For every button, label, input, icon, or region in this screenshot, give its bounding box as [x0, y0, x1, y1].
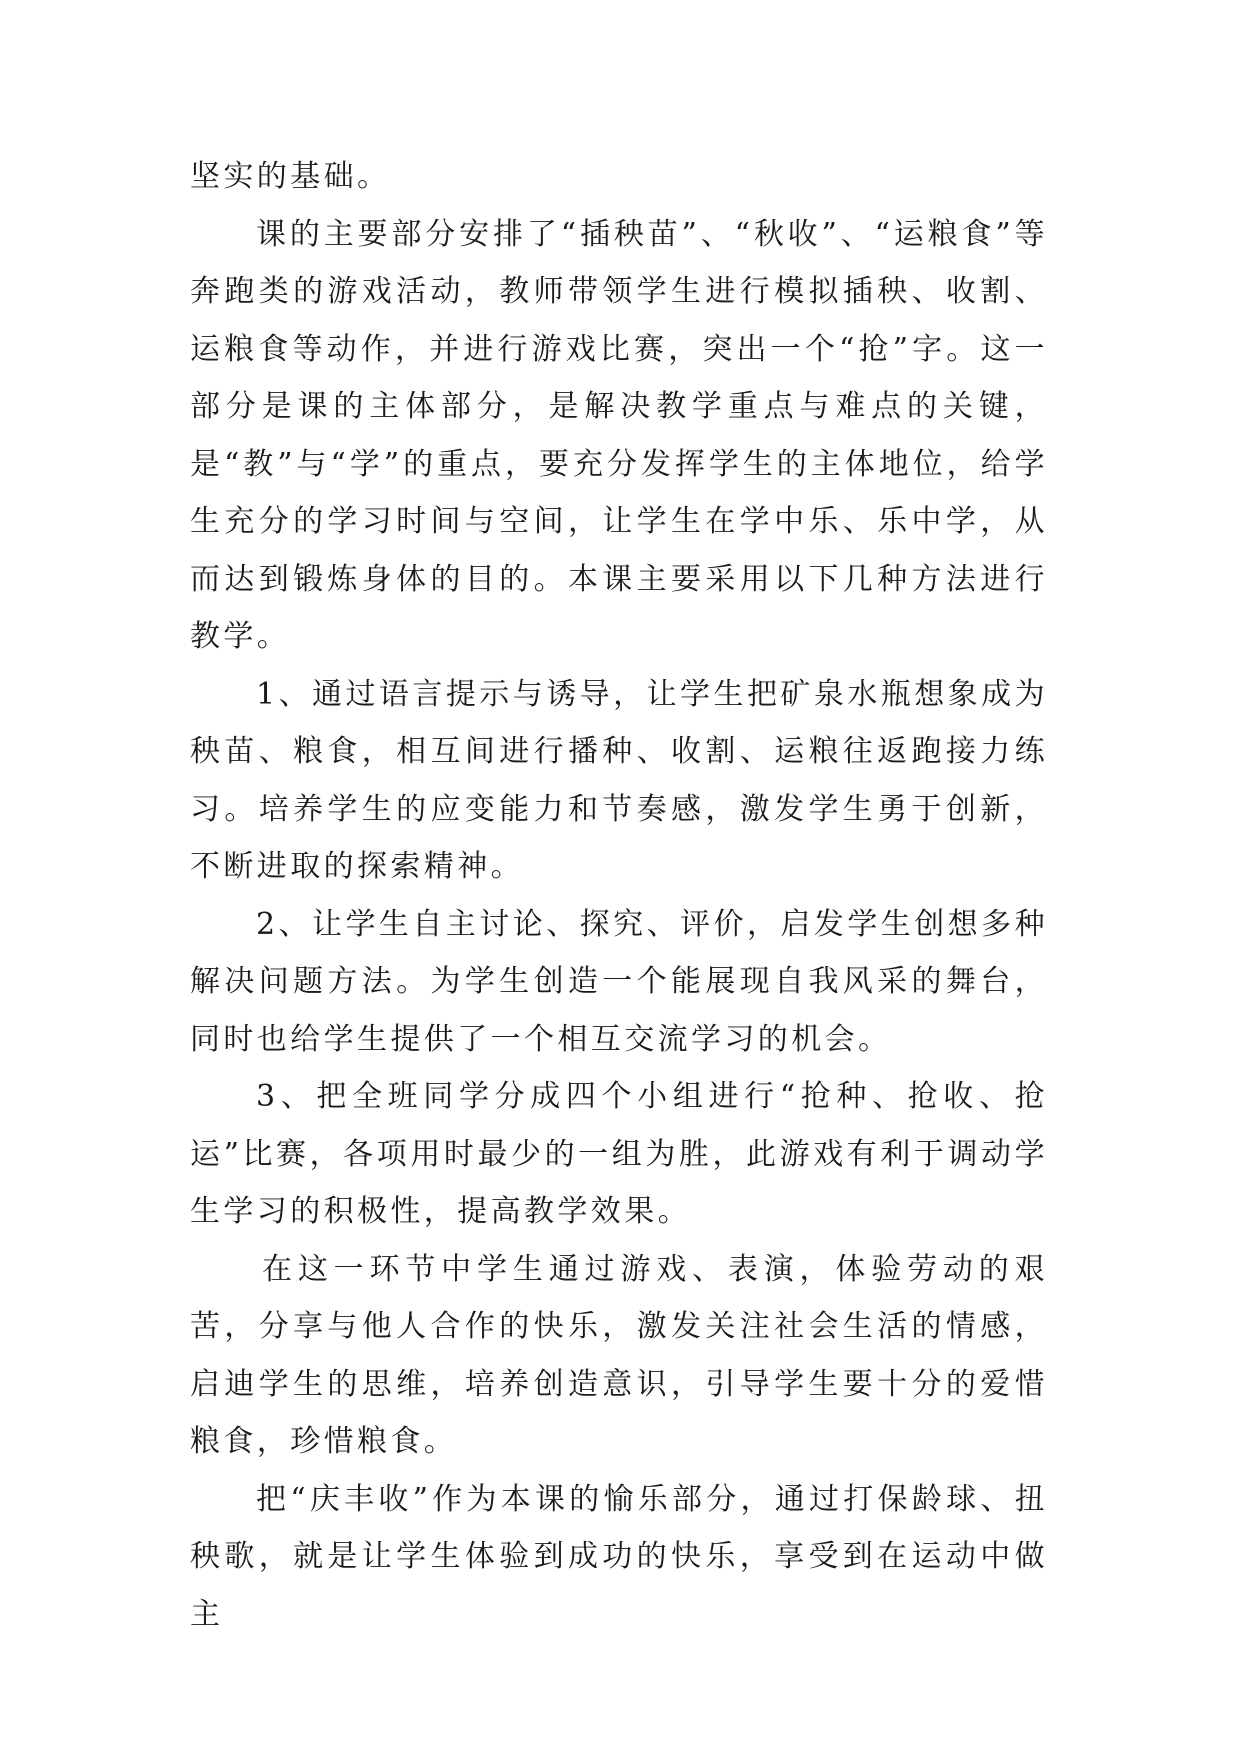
paragraph-7: 把“庆丰收”作为本课的愉乐部分，通过打保龄球、扭秧歌，就是让学生体验到成功的快乐，享受到在运动中做主: [190, 1481, 1048, 1632]
paragraph-3: 1、通过语言提示与诱导，让学生把矿泉水瓶想象成为秧苗、粮食，相互间进行播种、收割、运粮往返跑接力练习。培养学生的应变能力和节奏感，激发学生勇于创新，不断进取的探索精神。: [190, 676, 1048, 884]
paragraph-1: 坚实的基础。: [190, 159, 391, 194]
document-body: [190, 148, 1048, 1643]
paragraph-2: 课的主要部分安排了“插秧苗”、“秋收”、“运粮食”等奔跑类的游戏活动，教师带领学生进行模拟插秧、收割、运粮食等动作，并进行游戏比赛，突出一个“抢”字。这一部分是课的主体部分，是解决教学重点与难点的关键，是“教”与“学”的重点，要充分发挥学生的主体地位，给学生充分的学习时间与空间，让学生在学中乐、乐中学，从而达到锻炼身体的目的。本课主要采用以下几种方法进行教学。: [190, 216, 1048, 654]
paragraph-4: 2、让学生自主讨论、探究、评价，启发学生创想多种解决问题方法。为学生创造一个能展现自我风采的舞台，同时也给学生提供了一个相互交流学习的机会。: [190, 906, 1048, 1057]
paragraph-6: 在这一环节中学生通过游戏、表演，体验劳动的艰苦，分享与他人合作的快乐，激发关注社会生活的情感，启迪学生的思维，培养创造意识，引导学生要十分的爱惜粮食，珍惜粮食。: [190, 1251, 1048, 1459]
paragraph-5: 3、把全班同学分成四个小组进行“抢种、抢收、抢运”比赛，各项用时最少的一组为胜，此游戏有利于调动学生学习的积极性，提高教学效果。: [190, 1079, 1048, 1229]
